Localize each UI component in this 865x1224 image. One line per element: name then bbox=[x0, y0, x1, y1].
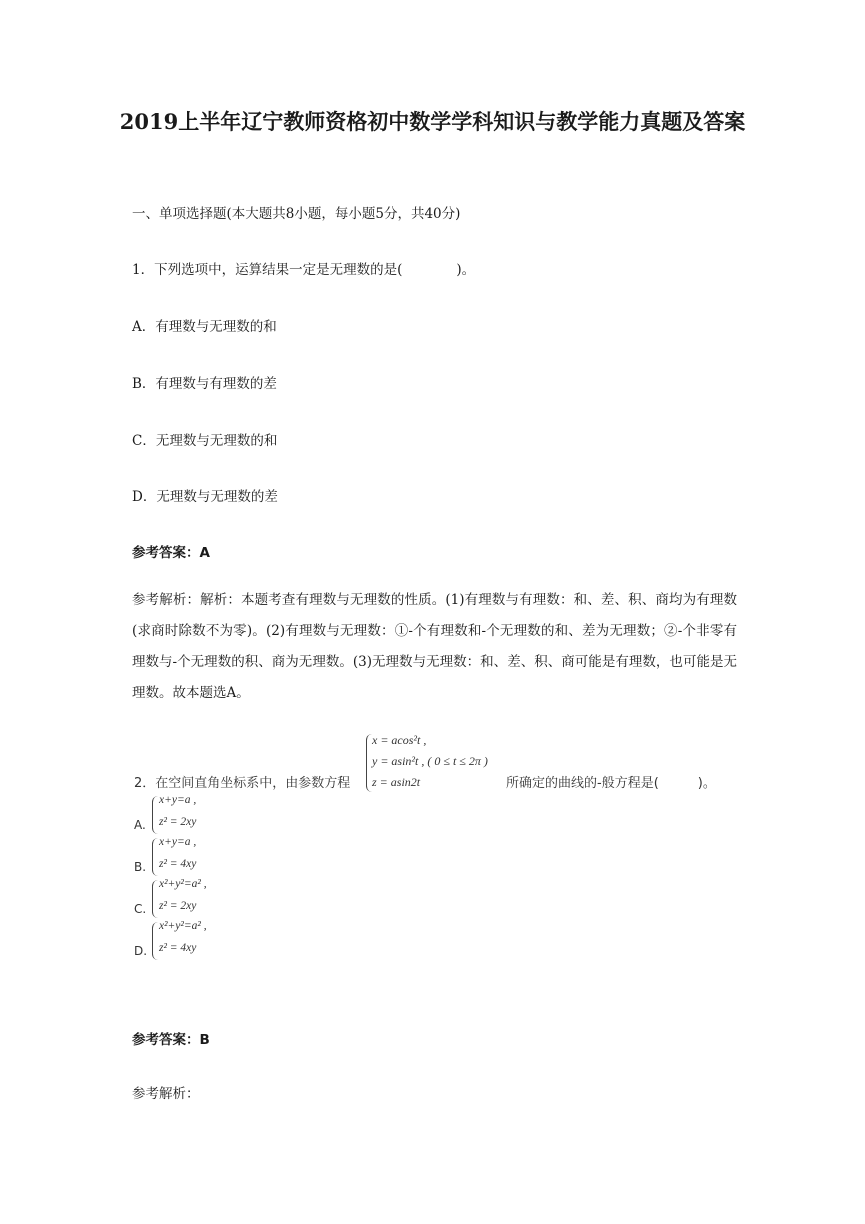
q2-option-d-brace bbox=[152, 922, 158, 960]
q2-answer: 参考答案：B bbox=[132, 1032, 210, 1048]
q2-eq-y: y = asin²t , ( 0 ≤ t ≤ 2π ) bbox=[372, 754, 488, 768]
q2-option-b-brace bbox=[152, 838, 158, 876]
q1-stem: 1．下列选项中，运算结果一定是无理数的是( )。 bbox=[132, 262, 476, 278]
q1-option-b: B．有理数与有理数的差 bbox=[132, 376, 277, 392]
q2-option-b-line1: x+y=a , bbox=[159, 836, 197, 848]
q2-explanation-label: 参考解析： bbox=[132, 1086, 200, 1102]
q2-stem-suffix: 所确定的曲线的-般方程是( )。 bbox=[506, 776, 716, 791]
q2-option-a-line1: x+y=a , bbox=[159, 794, 197, 806]
q2-option-d-label: D. bbox=[134, 944, 148, 958]
q2-option-d-line2: z² = 4xy bbox=[159, 942, 197, 954]
q1-explanation: 参考解析：解析：本题考查有理数与无理数的性质。(1)有理数与有理数：和、差、积、商均为有理数(求商时除数不为零)。(2)有理数与无理数：①-个有理数和-个无理数的和、差为无理数；②-个非零有理数与-个无理数的积、商为无理数。(3)无理数与无理数：和、差、积、商可能是有理数，也可能是无理数。故本题选A。 bbox=[132, 592, 737, 701]
section-heading: 一、单项选择题(本大题共8小题，每小题5分，共40分) bbox=[132, 206, 461, 222]
q2-option-b-line2: z² = 4xy bbox=[159, 858, 197, 870]
q2-option-a-line2: z² = 2xy bbox=[159, 816, 197, 828]
q2-option-a-brace bbox=[152, 796, 158, 834]
q2-option-c-label: C. bbox=[134, 902, 147, 916]
q2-eq-x: x = acos²t , bbox=[372, 733, 427, 747]
q2-stem-prefix: 2．在空间直角坐标系中，由参数方程 bbox=[134, 776, 351, 791]
q2-option-d-line1: x²+y²=a² , bbox=[159, 920, 207, 932]
q1-option-d: D．无理数与无理数的差 bbox=[132, 489, 278, 505]
q2-option-b-label: B. bbox=[134, 860, 147, 874]
q2-option-c-line2: z² = 2xy bbox=[159, 900, 197, 912]
document-title: 2019上半年辽宁教师资格初中数学学科知识与教学能力真题及答案 bbox=[119, 109, 746, 134]
q2-eq-z: z = asin2t bbox=[372, 775, 421, 789]
q1-option-a: A．有理数与无理数的和 bbox=[132, 319, 277, 335]
q2-option-c-brace bbox=[152, 880, 158, 918]
q2-option-c-line1: x²+y²=a² , bbox=[159, 878, 207, 890]
q2-option-a-label: A. bbox=[134, 818, 146, 832]
q1-answer: 参考答案：A bbox=[132, 545, 210, 561]
q1-option-c: C．无理数与无理数的和 bbox=[132, 433, 278, 449]
